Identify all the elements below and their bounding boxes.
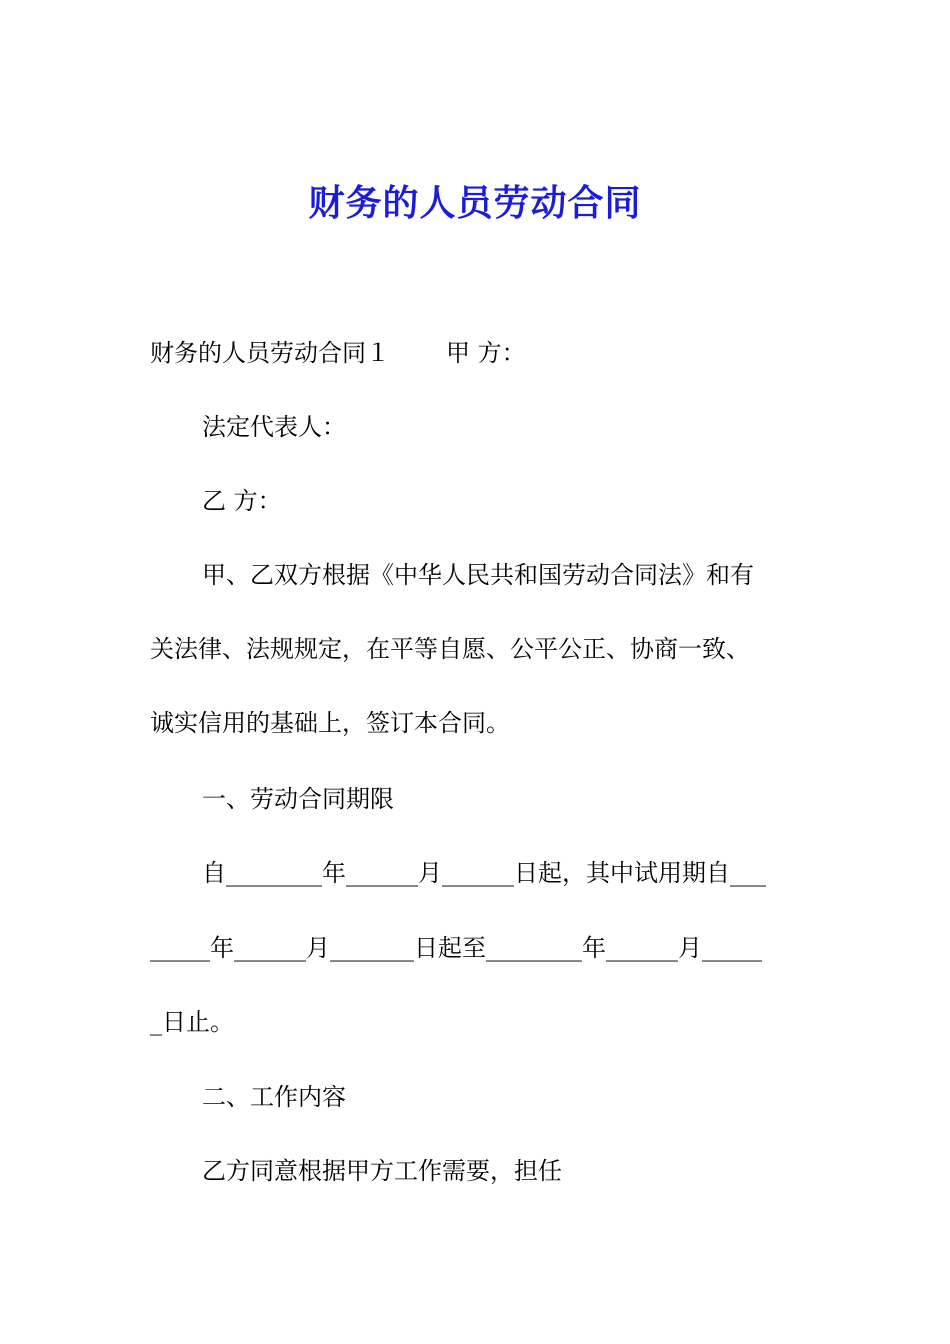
section-heading-work: 二、工作内容 <box>202 1083 346 1111</box>
paragraph-line: 乙方同意根据甲方工作需要，担任 <box>202 1157 562 1185</box>
party-a-label: 甲 方： <box>446 339 526 367</box>
party-b-label: 乙 方： <box>202 487 282 515</box>
paragraph-line: _____年______月_______日起至________年______月_____ <box>150 934 762 962</box>
paragraph-line: 关法律、法规规定，在平等自愿、公平公正、协商一致、 <box>150 635 750 663</box>
contract-heading-line <box>150 336 810 370</box>
paragraph-line: 甲、乙双方根据《中华人民共和国劳动合同法》和有 <box>202 561 754 589</box>
paragraph-line: 诚实信用的基础上，签订本合同。 <box>150 709 510 737</box>
contract-subtitle: 财务的人员劳动合同１ <box>150 339 390 367</box>
paragraph-line: _日止。 <box>150 1008 234 1036</box>
legal-representative-label: 法定代表人： <box>202 413 346 441</box>
section-heading-term: 一、劳动合同期限 <box>202 785 394 813</box>
paragraph-line: 自________年______月______日起，其中试用期自___ <box>202 859 766 887</box>
document-title: 财务的人员劳动合同 <box>308 182 642 224</box>
